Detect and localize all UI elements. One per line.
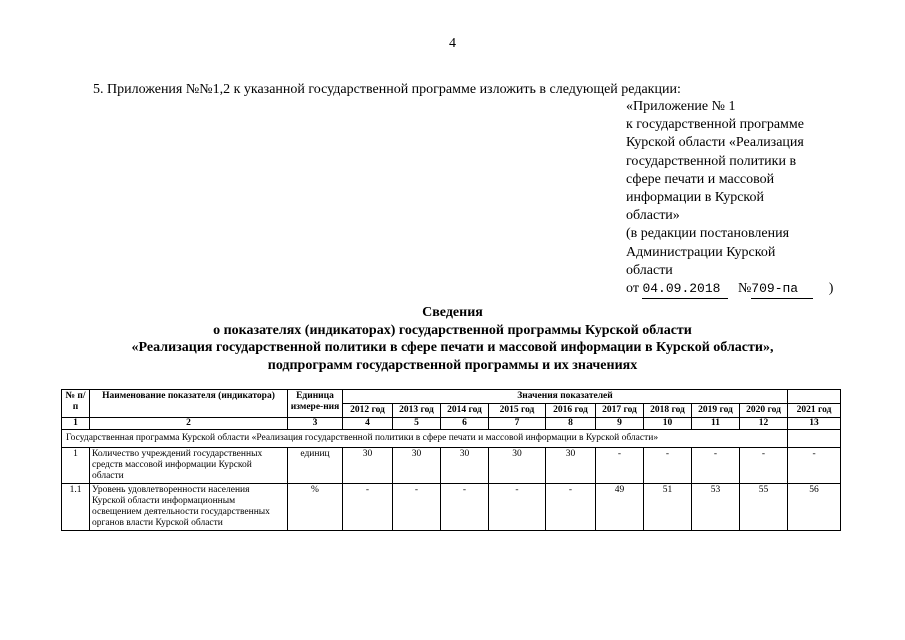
year-header: 2012 год [343, 404, 393, 418]
table-row [62, 448, 841, 484]
appendix-line: Курской области «Реализация [626, 135, 804, 151]
heading-program-name: «Реализация государственной политики в сфере печати и массовой информации в Курской области», [131, 340, 774, 355]
year-header: 2015 год [489, 404, 546, 418]
appendix-line: области [626, 262, 673, 278]
heading-subtitle-end: подпрограмм государственной программы и их значениях [267, 357, 638, 373]
appendix-reference [626, 98, 833, 299]
indicator-value: 30 [441, 448, 489, 484]
table-row [62, 484, 841, 531]
indicator-value: - [489, 484, 546, 531]
decree-number: 709-па [751, 280, 813, 299]
indicator-value: 30 [393, 448, 441, 484]
column-number: 13 [788, 418, 841, 430]
appendix-line: к государственной программе [626, 117, 804, 133]
heading-title: Сведения [422, 305, 483, 320]
appendix-line: Администрации Курской [626, 244, 776, 260]
indicator-value: - [343, 484, 393, 531]
date-prefix: от [626, 281, 639, 297]
indicator-value: 55 [740, 484, 788, 531]
indicator-value: - [393, 484, 441, 531]
col-number-header: № п/п [62, 390, 90, 418]
year-header: 2021 год [788, 404, 841, 418]
column-number: 9 [596, 418, 644, 430]
indicator-value: - [596, 448, 644, 484]
column-number: 3 [288, 418, 343, 430]
indicator-value: 30 [343, 448, 393, 484]
col-unit-header: Единица измере-ния [288, 390, 343, 418]
column-number: 8 [546, 418, 596, 430]
program-title-cell: Государственная программа Курской области «Реализация государственной политики в сфере печати и массовой информации в Курской области» [62, 430, 788, 448]
indicator-value: 49 [596, 484, 644, 531]
year-header: 2013 год [393, 404, 441, 418]
indicator-value: 56 [788, 484, 841, 531]
heading-subtitle: о показателях (индикаторах) государственной программы Курской области [213, 322, 692, 338]
appendix-date-line [626, 280, 833, 299]
program-row [62, 430, 841, 448]
indicator-value: 30 [489, 448, 546, 484]
indicator-value: - [441, 484, 489, 531]
appendix-line: области» [626, 208, 680, 224]
column-number: 6 [441, 418, 489, 430]
indicator-value: - [644, 448, 692, 484]
decree-date: 04.09.2018 [642, 280, 728, 299]
col-empty-header [788, 390, 841, 404]
appendix-line: информации в Курской [626, 190, 764, 206]
column-number: 5 [393, 418, 441, 430]
indicator-value: - [692, 448, 740, 484]
column-number: 7 [489, 418, 546, 430]
column-number: 1 [62, 418, 90, 430]
program-empty-cell [788, 430, 841, 448]
column-numbers-row [62, 418, 841, 430]
indicator-value: 53 [692, 484, 740, 531]
year-header: 2018 год [644, 404, 692, 418]
table-header-row [62, 390, 841, 404]
intro-paragraph: 5. Приложения №№1,2 к указанной государственной программе изложить в следующей редакции: [93, 82, 681, 97]
indicator-value: - [788, 448, 841, 484]
year-header: 2020 год [740, 404, 788, 418]
column-number: 11 [692, 418, 740, 430]
indicator-value: 30 [546, 448, 596, 484]
year-header: 2019 год [692, 404, 740, 418]
indicator-unit: % [288, 484, 343, 531]
year-header: 2016 год [546, 404, 596, 418]
indicator-unit: единиц [288, 448, 343, 484]
column-number: 12 [740, 418, 788, 430]
number-prefix: № [737, 281, 752, 297]
appendix-line: «Приложение № 1 [626, 99, 736, 114]
document-heading [0, 304, 905, 374]
column-number: 4 [343, 418, 393, 430]
indicator-name: Количество учреждений государственных средств массовой информации Курской области [90, 448, 288, 484]
column-number: 2 [90, 418, 288, 430]
row-number: 1.1 [62, 484, 90, 531]
col-values-header: Значения показателей [343, 390, 788, 404]
appendix-line: государственной политики в [626, 153, 797, 169]
column-number: 10 [644, 418, 692, 430]
indicator-value: 51 [644, 484, 692, 531]
indicator-value: - [546, 484, 596, 531]
year-header: 2017 год [596, 404, 644, 418]
appendix-line: (в редакции постановления [626, 226, 790, 242]
year-header: 2014 год [441, 404, 489, 418]
col-name-header: Наименование показателя (индикатора) [90, 390, 288, 418]
indicators-table [61, 389, 841, 531]
closing-parenthesis: ) [828, 281, 834, 297]
appendix-line: сфере печати и массовой [626, 171, 775, 187]
page-number: 4 [449, 36, 456, 51]
row-number: 1 [62, 448, 90, 484]
indicator-value: - [740, 448, 788, 484]
indicator-name: Уровень удовлетворенности населения Курской области информационным освещением деятельности государственных органов власти Курской области [90, 484, 288, 531]
